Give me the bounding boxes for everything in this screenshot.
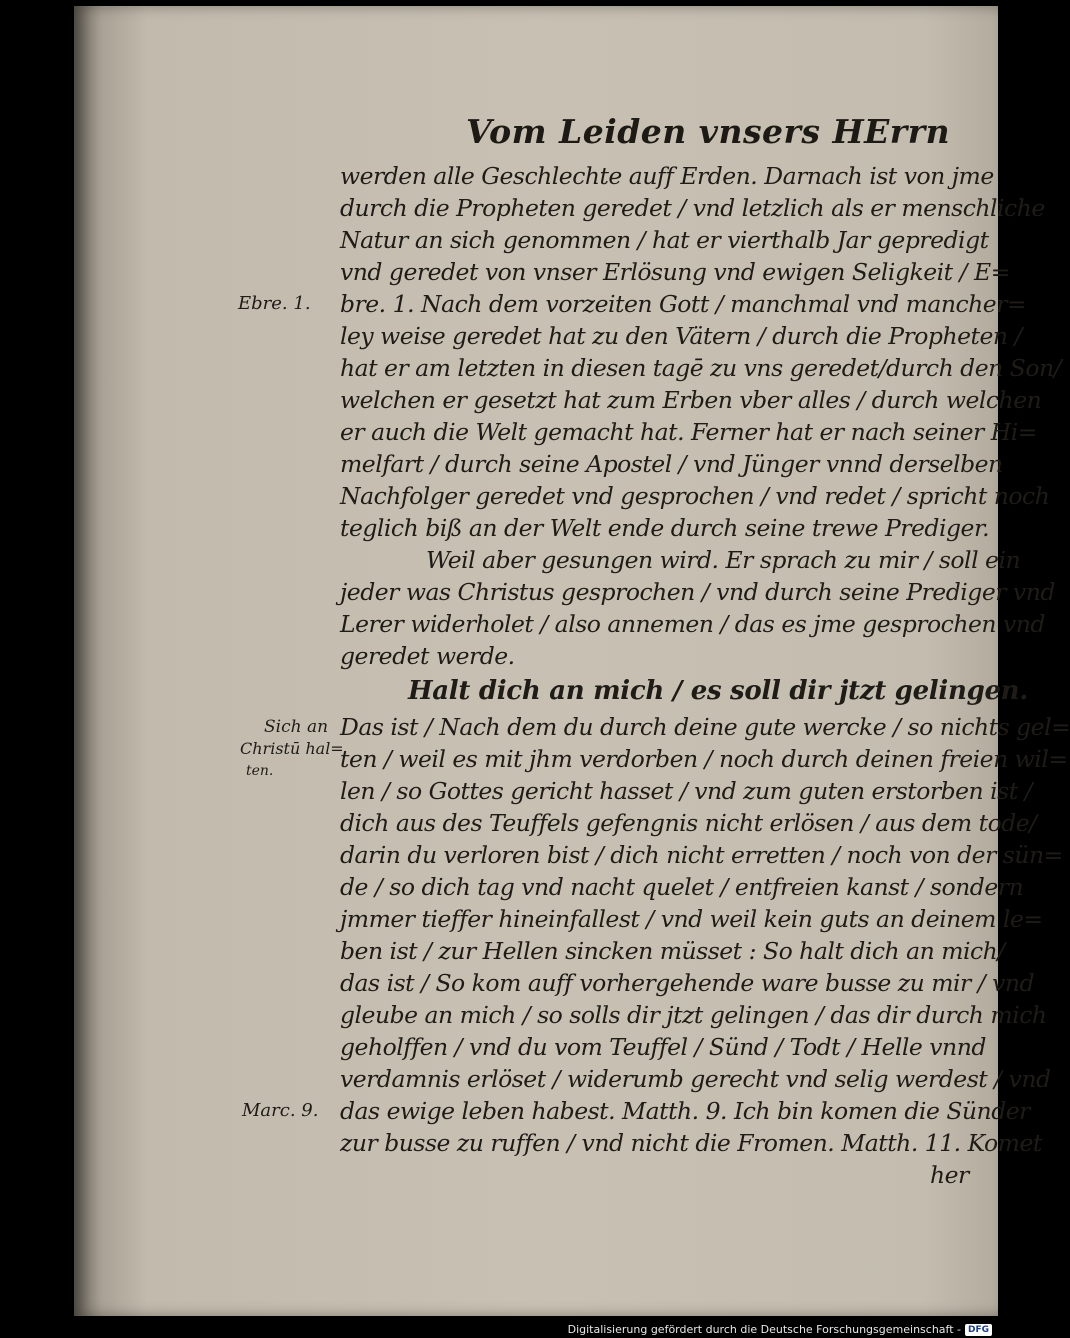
text-line: hat er am letzten in diesen tagē zu vns geredet/durch den Son/	[340, 354, 1062, 382]
text-line: verdamnis erlöset / widerumb gerecht vnd selig werdest / vnd	[340, 1065, 1051, 1093]
text-line: gleube an mich / so solls dir jtzt gelingen / das dir durch mich	[340, 1001, 1047, 1029]
margin-note-ebre: Ebre. 1.	[238, 293, 311, 314]
catchword: her	[930, 1161, 969, 1189]
margin-note-sich-an-2: Christū hal=	[240, 739, 344, 758]
text-line: ten / weil es mit jhm verdorben / noch durch deinen freien wil=	[340, 745, 1068, 773]
text-line: ley weise geredet hat zu den Vätern / durch die Propheten /	[340, 322, 1022, 350]
text-line: jmmer tieffer hineinfallest / vnd weil kein guts an deinem le=	[340, 905, 1043, 933]
text-line: vnd geredet von vnser Erlösung vnd ewigen Seligkeit / E=	[340, 258, 1010, 286]
text-line: jeder was Christus gesprochen / vnd durch seine Prediger vnd	[340, 578, 1055, 606]
text-line: das ist / So kom auff vorhergehende ware busse zu mir / vnd	[340, 969, 1035, 997]
text-line: Weil aber gesungen wird. Er sprach zu mir / soll ein	[426, 546, 1021, 574]
text-line: len / so Gottes gericht hasset / vnd zum guten erstorben ist /	[340, 777, 1033, 805]
text-line: melfart / durch seine Apostel / vnd Jünger vnnd derselben	[340, 450, 1003, 478]
running-title: Vom Leiden vnsers HErrn	[466, 112, 951, 151]
text-line: Nachfolger geredet vnd gesprochen / vnd redet / spricht noch	[340, 482, 1050, 510]
text-line: geredet werde.	[340, 642, 515, 670]
text-line: Natur an sich genommen / hat er vierthalb Jar gepredigt	[340, 226, 989, 254]
text-line: bre. 1. Nach dem vorzeiten Gott / manchmal vnd mancher=	[340, 290, 1027, 318]
text-line: welchen er gesetzt hat zum Erben vber alles / durch welchen	[340, 386, 1042, 414]
text-line: de / so dich tag vnd nacht quelet / entfreien kanst / sondern	[340, 873, 1024, 901]
text-line: zur busse zu ruffen / vnd nicht die Fromen. Matth. 11. Komet	[340, 1129, 1042, 1157]
text-line: er auch die Welt gemacht hat. Ferner hat er nach seiner Hi=	[340, 418, 1037, 446]
text-line: Das ist / Nach dem du durch deine gute wercke / so nichts gel=	[340, 713, 1070, 741]
text-line: dich aus des Teuffels gefengnis nicht erlösen / aus dem tode/	[340, 809, 1037, 837]
text-line: ben ist / zur Hellen sincken müsset : So halt dich an mich/	[340, 937, 1005, 965]
text-line: das ewige leben habest. Matth. 9. Ich bin komen die Sünder	[340, 1097, 1030, 1125]
text-line: teglich biß an der Welt ende durch seine trewe Prediger.	[340, 514, 990, 542]
margin-note-sich-an-3: ten.	[246, 763, 274, 779]
credit-text: Digitalisierung gefördert durch die Deutsche Forschungsgemeinschaft -	[567, 1323, 961, 1336]
section-heading: Halt dich an mich / es soll dir jtzt gelingen.	[408, 676, 1029, 706]
text-line: Lerer widerholet / also annemen / das es jme gesprochen vnd	[340, 610, 1045, 638]
margin-note-sich-an-1: Sich an	[264, 717, 329, 737]
margin-note-marc: Marc. 9.	[242, 1100, 319, 1121]
text-line: darin du verloren bist / dich nicht erretten / noch von der sün=	[340, 841, 1063, 869]
text-line: geholffen / vnd du vom Teuffel / Sünd / Todt / Helle vnnd	[340, 1033, 986, 1061]
dfg-logo: DFG	[965, 1324, 992, 1336]
text-line: durch die Propheten geredet / vnd letzlich als er menschliche	[340, 194, 1045, 222]
digitization-credit	[568, 1323, 992, 1336]
text-line: werden alle Geschlechte auff Erden. Darnach ist von jme	[340, 162, 994, 190]
